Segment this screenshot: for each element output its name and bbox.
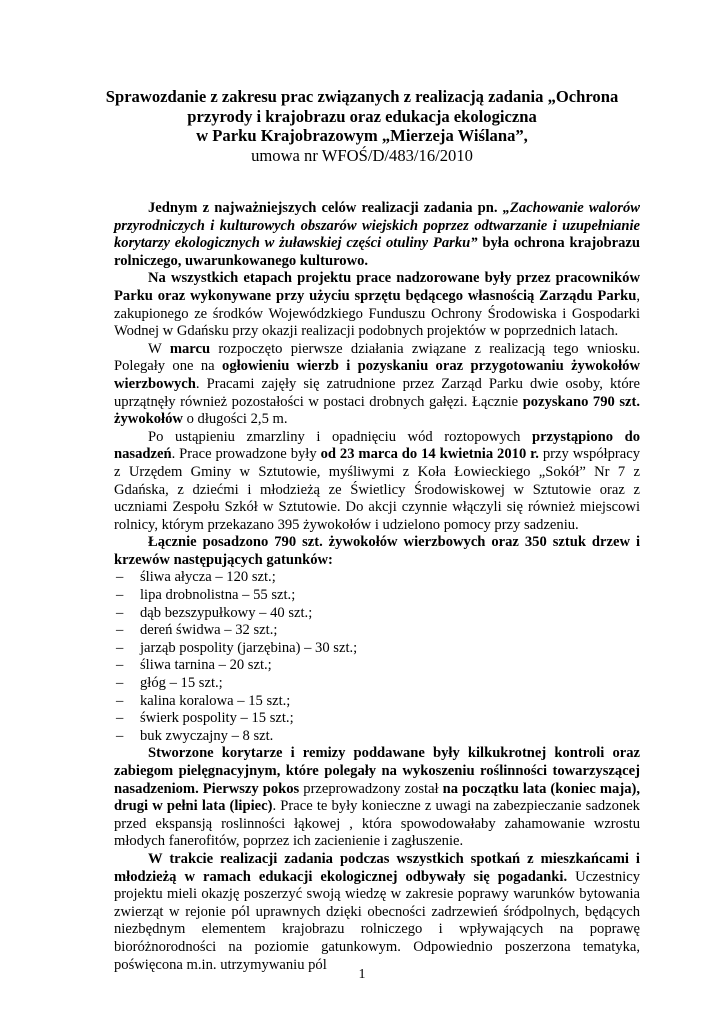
list-item [114, 605, 640, 623]
list-dash: – [116, 657, 124, 674]
contract-number: umowa nr WFOŚ/D/483/16/2010 [251, 145, 473, 165]
list-item-text: buk zwyczajny – 8 szt. [140, 727, 274, 744]
list-item-text: kalina koralowa – 15 szt.; [140, 692, 291, 709]
text: Uczestnicy projektu mieli okazję poszerzyć swoją wiedzę w zakresie poprawy warunków bytowania zwierząt w rejonie pól uprawnych dzięki obecności zadrzewień śródpolnych, będących niezbędnym elementem krajobrazu rolniczego i wpływających na poprawę bioróżnorodności na poziomie gatunkowym. Odpowiednio poszerzona tematyka, poświęcona m.in. utrzymywaniu pól [114, 868, 640, 973]
text-bold: Na wszystkich etapach projektu prace nadzorowane były przez pracowników Parku oraz wykonywane przy użyciu sprzętu będącego własnością Zarządu Parku [114, 270, 640, 304]
text: W [148, 340, 170, 357]
list-dash: – [116, 639, 124, 656]
list-item [114, 569, 640, 587]
text: przeprowadzony został [299, 780, 443, 797]
report-body [114, 200, 640, 974]
list-item-text: jarząb pospolity (jarzębina) – 30 szt.; [140, 639, 358, 656]
list-item-text: lipa drobnolistna – 55 szt.; [140, 587, 296, 604]
text-bold: Stworzone korytarze i remizy poddawane były kilkukrotnej kontroli oraz zabiegom pielęgnacyjnym, które polegały na wykoszeniu roślinności towarzyszącej nasadzeniom. Pierwszy pokos [114, 745, 640, 797]
title-line-3: w Parku Krajobrazowym „Mierzeja Wiślana”, [196, 126, 528, 146]
text-bold: Jednym z najważniejszych celów realizacji zadania pn. [148, 200, 503, 216]
text-bold: W trakcie realizacji zadania podczas wszystkich spotkań z mieszkańcami i młodzieżą w ramach edukacji ekologicznej odbywały się pogadanki. [114, 850, 640, 885]
list-item [114, 657, 640, 675]
text-bold: na początku lata (koniec maja), drugi w pełni lata (lipiec) [114, 780, 640, 815]
text-bold: pozyskano 790 szt. żywokołów [114, 393, 641, 428]
text-bold: marcu [169, 340, 211, 357]
list-item-text: dąb bezszypułkowy – 40 szt.; [140, 604, 313, 621]
title-line-2: przyrody i krajobrazu oraz edukacja ekologiczna [187, 106, 537, 126]
paragraph-education [114, 851, 640, 974]
page-number: 1 [358, 967, 366, 982]
list-dash: – [116, 622, 124, 639]
list-dash: – [116, 569, 124, 586]
list-item [114, 587, 640, 605]
list-dash: – [116, 587, 124, 604]
text-bold: była ochrona krajobrazu rolniczego, uwarunkowanego kulturowo. [114, 235, 640, 269]
list-item-text: głóg – 15 szt.; [140, 675, 223, 692]
paragraph-march [114, 341, 640, 429]
list-item-text: dereń świdwa – 32 szt.; [140, 622, 278, 639]
list-dash: – [116, 675, 124, 692]
list-item [114, 710, 640, 728]
text: . Prace te były konieczne z uwagi na zabezpieczanie sadzonek przed ekspansją roslinności łąkowej , która spowodowałaby zahamowanie wzrostu młodych fanerofitów, poprzez ich zacienienie i zagłuszenie. [114, 798, 640, 850]
list-item [114, 728, 640, 746]
text: rozpoczęto pierwsze działania związane z realizacją tego wniosku. Polegały one na [114, 340, 640, 375]
text: . Prace prowadzone były [171, 446, 321, 463]
task-name-italic: „Zachowanie walorów przyrodniczych i kulturowych obszarów wiejskich poprzez odtwarzanie i uzupełnianie korytarzy ekologicznych w żuławskiej części otuliny Parku” [114, 200, 640, 252]
list-item-text: świerk pospolity – 15 szt.; [140, 710, 294, 727]
text: Po ustąpieniu zmarzliny i opadnięciu wód roztopowych [148, 428, 532, 445]
list-dash: – [116, 727, 124, 744]
text-bold: Łącznie posadzono 790 szt. żywokołów wierzbowych oraz 350 sztuk drzew i krzewów następujących gatunków: [114, 534, 640, 568]
text: . Pracami zajęły się zatrudnione przez Zarząd Parku dwie osoby, które uprzątnęły również pozostałości w postaci drobnych gałęzi. Łącznie [114, 375, 640, 410]
text: o długości 2,5 m. [182, 411, 288, 428]
paragraph-total [114, 534, 640, 569]
text-bold: przystąpiono do nasadzeń [114, 428, 640, 463]
list-item [114, 693, 640, 711]
paragraph-maintenance [114, 745, 640, 851]
list-dash: – [116, 692, 124, 709]
list-item-text: śliwa tarnina – 20 szt.; [140, 657, 272, 674]
title-line-1: Sprawozdanie z zakresu prac związanych z realizacją zadania „Ochrona [105, 87, 619, 106]
list-item-text: śliwa ałycza – 120 szt.; [140, 569, 276, 586]
report-title [100, 87, 624, 165]
text-bold: ogłowieniu wierzb i pozyskaniu oraz przygotowaniu żywokołów wierzbowych [114, 358, 640, 392]
list-item [114, 622, 640, 640]
list-item [114, 640, 640, 658]
text: przy współpracy z Urzędem Gminy w Sztutowie, myśliwymi z Koła Łowieckiego „Sokół” Nr 7 z Gdańska, z dziećmi i młodzieżą ze Świetlicy Środowiskowej w Sztutowie oraz z uczniami Zespołu Szkół w Sztutowie. Do akcji czynnie włączyli się również miejscowi rolnicy, którym przekazano 395 żywokołów i udzielono pomocy przy sadzeniu. [114, 446, 640, 533]
list-dash: – [116, 710, 124, 727]
species-list [114, 569, 640, 745]
paragraph-planting [114, 429, 640, 535]
list-item [114, 675, 640, 693]
paragraph-supervision [114, 270, 640, 340]
text-bold: od 23 marca do 14 kwietnia 2010 r. [320, 446, 539, 463]
paragraph-goal [114, 200, 640, 270]
text: , zakupionego ze środków Wojewódzkiego Funduszu Ochrony Środowiska i Gospodarki Wodnej w Gdańsku przy okazji realizacji podobnych projektów w poprzednich latach. [114, 287, 640, 340]
list-dash: – [116, 604, 124, 621]
